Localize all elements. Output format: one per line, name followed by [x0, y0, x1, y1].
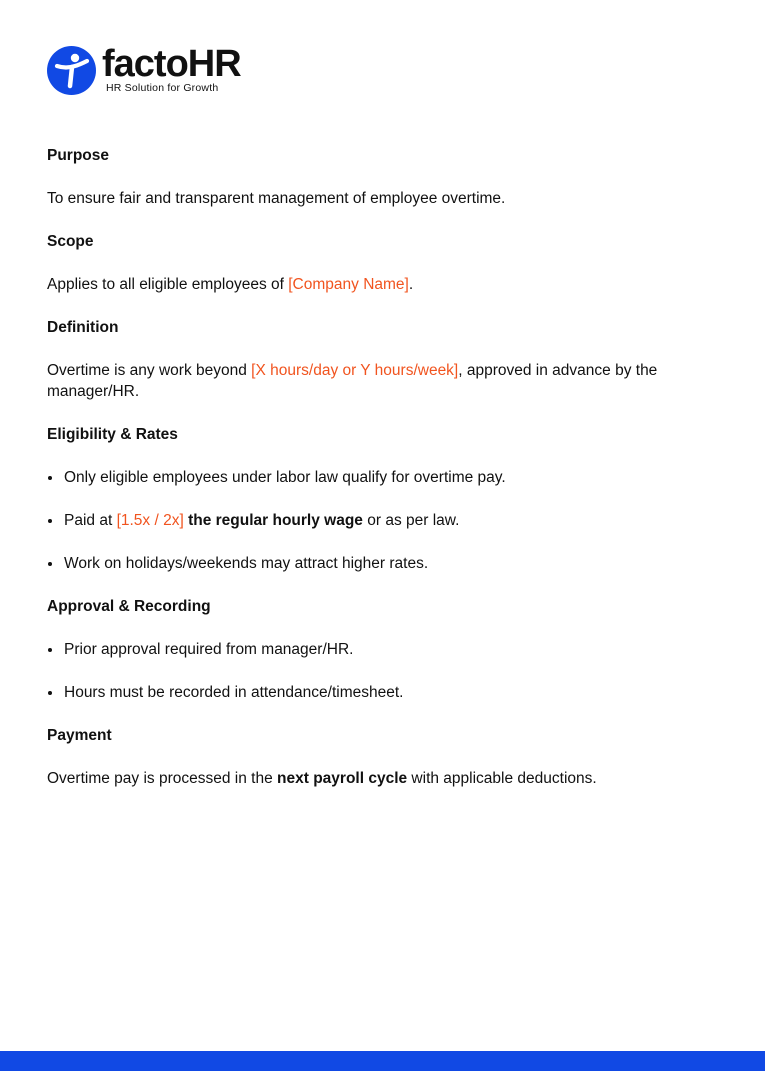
list-item: Only eligible employees under labor law qualify for overtime pay. [47, 467, 727, 488]
scope-heading: Scope [47, 233, 94, 250]
bullet-icon [47, 682, 64, 703]
definition-text: Overtime is any work beyond [X hours/day or Y hours/week], approved in advance by the manager/HR. [47, 362, 658, 400]
policy-document [47, 145, 727, 789]
purpose-text: To ensure fair and transparent management of employee overtime. [47, 190, 506, 207]
scope-text: Applies to all eligible employees of [Company Name]. [47, 276, 414, 293]
company-name-placeholder: [Company Name] [288, 276, 409, 293]
purpose-heading: Purpose [47, 147, 110, 164]
list-item: Prior approval required from manager/HR. [47, 639, 727, 660]
footer-bar [0, 1051, 765, 1071]
approval-heading: Approval & Recording [47, 598, 211, 615]
payment-heading: Payment [47, 727, 112, 744]
bullet-icon [47, 467, 64, 488]
hours-placeholder: [X hours/day or Y hours/week] [251, 362, 459, 379]
bullet-icon [47, 639, 64, 660]
brand-tagline: HR Solution for Growth [106, 82, 219, 94]
brand-name: factoHR [102, 43, 241, 85]
list-item: Hours must be recorded in attendance/timesheet. [47, 682, 727, 703]
brand-logo [47, 43, 241, 95]
person-figure-icon [47, 46, 96, 95]
list-item: Work on holidays/weekends may attract higher rates. [47, 553, 727, 574]
bullet-icon [47, 510, 64, 531]
list-item: Paid at [1.5x / 2x] the regular hourly wage or as per law. [47, 510, 727, 531]
bullet-icon [47, 553, 64, 574]
rate-placeholder: [1.5x / 2x] [116, 512, 184, 529]
eligibility-heading: Eligibility & Rates [47, 426, 178, 443]
payment-text: Overtime pay is processed in the next payroll cycle with applicable deductions. [47, 770, 597, 787]
definition-heading: Definition [47, 319, 119, 336]
